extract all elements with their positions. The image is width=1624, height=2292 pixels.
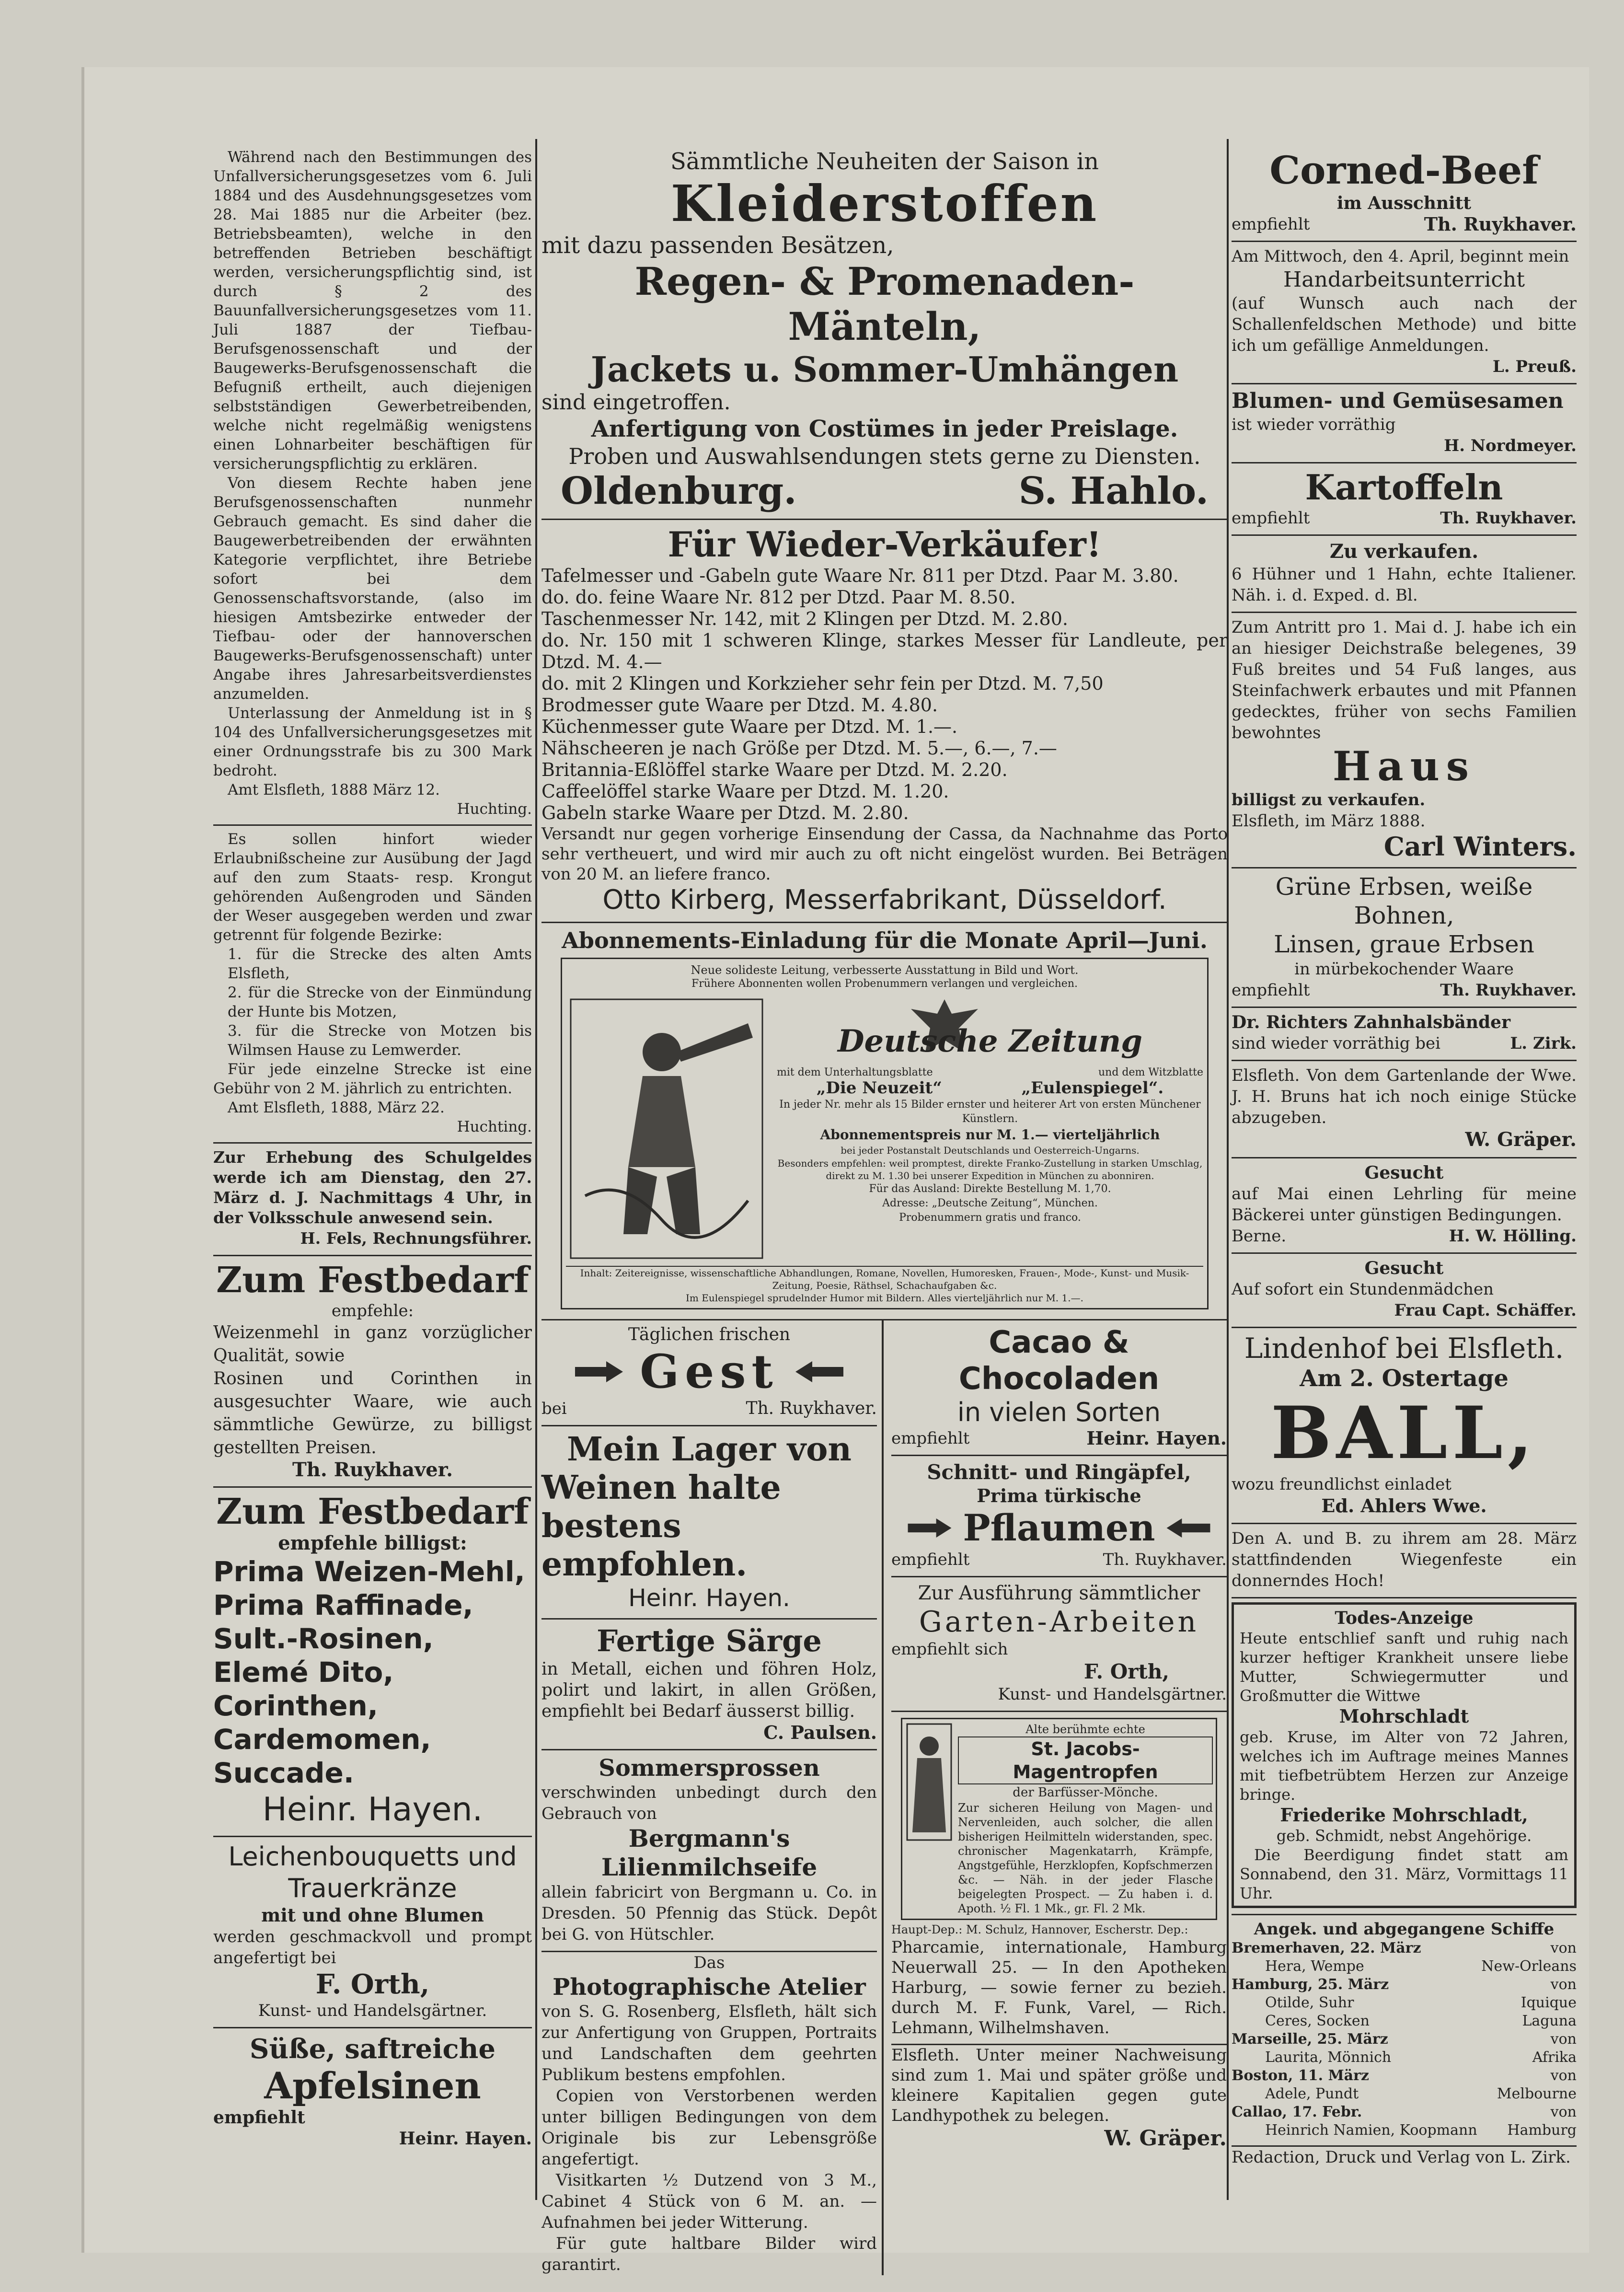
ad-title: Abonnements-Einladung für die Monate April—Juni. (562, 927, 1208, 953)
ad-text: Haupt-Dep.: M. Schulz, Hannover, Escherstr. Dep.: (891, 1923, 1188, 1936)
ad-text: Abonnementspreis nur M. 1.— vierteljährlich (820, 1127, 1160, 1143)
ad-sign: Th. Ruykhaver. (1440, 981, 1577, 1000)
zeitung-box (561, 958, 1209, 1309)
price-row: do. Nr. 150 mit 1 schweren Klinge, starkes Messer für Landleute, per Dtzd. M. 4.— (541, 630, 1228, 672)
notice-sign: Huchting. (457, 800, 532, 818)
list-item: 2. für die Strecke von der Einmündung der Hunte bis Motzen, (228, 984, 532, 1020)
ad-sign: W. Gräper. (1465, 1128, 1577, 1151)
ad-title: St. Jacobs-Magentropfen (958, 1736, 1213, 1784)
ad-sign: Friederike Mohrschladt, (1280, 1804, 1528, 1826)
ad-text: Auf sofort ein Stundenmädchen (1232, 1280, 1494, 1299)
todes-box (1232, 1602, 1577, 1908)
ad-text: Frühere Abonnenten wollen Probenummern verlangen und vergleichen. (691, 978, 1078, 990)
ad-text: Am Mittwoch, den 4. April, beginnt mein (1232, 247, 1569, 266)
notice-schulgeld (213, 1144, 532, 1256)
ad-title: Für Wieder-Verkäufer! (668, 524, 1102, 565)
notice-text: Zur Erhebung des Schulgeldes werde ich am Dienstag, den 27. März d. J. Nachmittags 4 Uhr, in der Volksschule anwesend sein. (213, 1148, 532, 1227)
ad-text: empfehle billigst: (278, 1532, 467, 1554)
ad-text: Probenummern gratis und franco. (899, 1212, 1081, 1224)
ad-text: in Metall, eichen und föhren Holz, polirt und lakirt, in allen Größen, empfiehlt bei Bedarf äusserst billig. (541, 1659, 877, 1721)
list-item: 1. für die Strecke des alten Amts Elsfleth, (228, 946, 532, 982)
ad-sign: Heinr. Hayen. (262, 1791, 483, 1829)
ad-title: Blumen- und Gemüsesamen (1232, 389, 1564, 413)
ad-graeper-kapital (891, 2045, 1227, 2152)
ad-text: Die Beerdigung findet statt am Sonnabend, den 31. März, Vormittags 11 Uhr. (1240, 1846, 1568, 1902)
ad-text: Kunst- und Handelsgärtner. (258, 2001, 487, 2020)
ad-text: geb. Kruse, im Alter von 72 Jahren, welches ich im Auftrage meines Mannes mit tiefbetrübtem Herzen zur Anzeige bringe. (1240, 1728, 1568, 1804)
ad-title: Apfelsinen (264, 2064, 481, 2107)
ad-text: Anfertigung von Costümes in jeder Preislage. (591, 416, 1178, 442)
hand-pointer-icon (906, 1515, 954, 1541)
ad-sign: F. Orth, (315, 1968, 430, 2000)
ad-sign: Th. Ruykhaver. (746, 1399, 877, 1418)
ad-signature-row (1232, 1226, 1577, 1247)
ad-text: Täglichen frischen (628, 1325, 791, 1344)
ad-title: Haus (1332, 742, 1476, 790)
ad-sign: F. Orth, (1083, 1660, 1169, 1683)
ad-text: Versandt nur gegen vorherige Einsendung der Cassa, da Nachnahme das Porto sehr vertheuert, und wird mir auch zu oft nicht eingelöst wurden. Bei Beträgen von 20 M. an liefere franco. (541, 824, 1228, 884)
zeitung-title: Deutsche Zeitung (838, 1023, 1142, 1059)
notice-sign: Huchting. (457, 1118, 532, 1135)
ship-row (1232, 2103, 1577, 2121)
price-row: Caffeelöffel starke Waare per Dtzd. M. 1.20. (541, 781, 949, 802)
ad-title: Zum Festbedarf (216, 1491, 529, 1532)
ship-origin: von (1550, 2104, 1577, 2120)
ad-signature-row (541, 1398, 877, 1419)
price-row: Tafelmesser und -Gabeln gute Waare Nr. 811 per Dtzd. Paar M. 3.80. (541, 565, 1179, 586)
ad-text: Sämmtliche Neuheiten der Saison in (670, 148, 1099, 175)
ad-text: Elsfleth. Von dem Gartenlande der Wwe. J. H. Bruns hat ich noch einige Stücke abzugeben. (1232, 1066, 1577, 1127)
ad-title: Am 2. Ostertage (1300, 1365, 1509, 1392)
ad-text: empfiehlt (213, 2107, 305, 2128)
ad-text: mit dem Unterhaltungsblatte (777, 1066, 933, 1078)
ship-origin: von (1550, 1976, 1577, 1993)
ad-text: und dem Witzblatte (1098, 1066, 1203, 1078)
ad-title: Gesucht (1364, 1163, 1444, 1183)
ad-text: Für gute haltbare Bilder wird garantirt. (541, 2234, 877, 2274)
ship-row (1232, 2067, 1577, 2085)
ship-row (1232, 1976, 1577, 1994)
ad-text: Proben und Auswahlsendungen stets gerne zu Diensten. (568, 443, 1201, 469)
ad-text: werden geschmackvoll und prompt angefertigt bei (213, 1927, 532, 1968)
ad-title: Grüne Erbsen, weiße Bohnen, (1275, 873, 1533, 929)
ad-text: Im Eulenspiegel sprudelnder Humor mit Bildern. Alles vierteljährlich nur M. 1.—. (686, 1292, 1083, 1304)
ad-title: Fertige Särge (597, 1623, 822, 1658)
ad-title: Weinen halte bestens (541, 1469, 781, 1545)
ad-signature-row (1232, 214, 1577, 235)
ship-name: Hera, Wempe (1265, 1958, 1364, 1975)
ship-row (1232, 1957, 1577, 1976)
ad-signature-row (891, 1549, 1227, 1570)
ship-origin: Laguna (1522, 2013, 1577, 2029)
ad-kirberg (541, 520, 1228, 923)
ad-text: sind wieder vorräthig bei (1232, 1034, 1441, 1053)
price-row: Britannia-Eßlöffel starke Waare per Dtzd. M. 2.20. (541, 759, 1008, 780)
monk-illustration (905, 1722, 953, 1842)
price-row: do. mit 2 Klingen und Korkzieher sehr fein per Dtzd. M. 7,50 (541, 673, 1104, 694)
ad-text: Für das Ausland: Direkte Bestellung M. 1,70. (869, 1183, 1111, 1195)
ship-place: Callao, 17. Febr. (1232, 2104, 1362, 2120)
ad-sign: Heinr. Hayen. (628, 1584, 790, 1612)
list-item: Corinthen, (213, 1690, 378, 1722)
ad-orth-kraenze (213, 1837, 532, 2028)
ad-title: Mein Lager von (567, 1430, 852, 1469)
ad-title: Leichenbouquetts und (228, 1841, 517, 1872)
ship-place: Marseille, 25. März (1232, 2031, 1388, 2048)
ship-origin: Afrika (1532, 2049, 1577, 2066)
notice-sign: H. Fels, Rechnungsführer. (300, 1229, 532, 1248)
ad-text: mit dazu passenden Besätzen, (541, 232, 894, 259)
ad-text: von S. G. Rosenberg, Elsfleth, hält sich zur Anfertigung von Gruppen, Portraits und Landschaften dem geehrten Publikum bestens empfohlen. (541, 2002, 877, 2084)
ad-kartoffeln (1232, 463, 1577, 536)
ship-row (1232, 2012, 1577, 2030)
jacobs-text (958, 1722, 1213, 1916)
ad-sign: Th. Ruykhaver. (292, 1459, 453, 1481)
ad-sign: C. Paulsen. (763, 1722, 877, 1743)
ad-todesanzeige (1232, 1598, 1577, 1915)
notice-unfall (213, 144, 532, 826)
ad-gest (541, 1320, 877, 1426)
notice-jagd (213, 826, 532, 1144)
notice-text: Unterlassung der Anmeldung ist in § 104 des Unfallversicherungsgesetzes mit einer Ordnungsstrafe bis zu 300 Mark bedroht. (213, 705, 532, 779)
ad-text: sind eingetroffen. (541, 390, 731, 415)
ad-title: Lindenhof bei Elsfleth. (1244, 1332, 1564, 1365)
ship-origin: von (1550, 2031, 1577, 2048)
ad-title: Cacao & Chocoladen (958, 1325, 1160, 1397)
ad-text: Berne. (1232, 1227, 1287, 1246)
zeitung-supplement-names (777, 1078, 1203, 1098)
ad-text: empfiehlt (1232, 509, 1310, 528)
ad-text: empfehle: (331, 1301, 414, 1320)
ad-seife (541, 1750, 877, 1952)
impressum: Redaction, Druck und Verlag von L. Zirk. (1232, 2148, 1571, 2167)
ad-text: Prima türkische (977, 1485, 1141, 1506)
ship-place: Bremerhaven, 22. März (1232, 1940, 1421, 1956)
middle-split (541, 1320, 1228, 2275)
ad-title: in vielen Sorten (957, 1397, 1161, 1427)
ad-text: empfiehlt (891, 1429, 970, 1448)
ship-place: Boston, 11. März (1232, 2067, 1369, 2084)
hand-pointer-icon (1164, 1515, 1212, 1541)
ad-text: Das (693, 1953, 725, 1972)
ad-samen (1232, 384, 1577, 463)
gest-title-row (541, 1345, 877, 1398)
ad-text: Adresse: „Deutsche Zeitung“, München. (882, 1197, 1098, 1209)
ad-title: Dr. Richters Zahnhalsbänder (1232, 1012, 1511, 1032)
ad-signature-row (1232, 508, 1577, 529)
ad-text: der Barfüsser-Mönche. (1013, 1785, 1158, 1800)
column-left (213, 144, 532, 2149)
ad-text: empfiehlt sich (891, 1640, 1008, 1659)
list-item: Cardemomen, (213, 1723, 431, 1756)
notice-text: Für jede einzelne Strecke ist eine Gebühr von 2 M. jährlich zu entrichten. (213, 1061, 532, 1097)
ship-row (1232, 2049, 1577, 2067)
ad-title: Todes-Anzeige (1335, 1608, 1474, 1628)
ad-sign: W. Gräper. (1104, 2126, 1227, 2151)
ad-title: Photographische Atelier (553, 1974, 866, 2001)
pflaumen-title-row (891, 1507, 1227, 1549)
ad-sign: H. W. Hölling. (1449, 1227, 1577, 1246)
notice-text: Von diesem Rechte haben jene Berufsgenossenschaften nunmehr Gebrauch gemacht. Es sind daher die Baugewerbetreibenden der erwähnten Kategorie verpflichtet, ihre Betriebe sofort bei dem Genossenschaftsvorstande, (also im hiesigen Amtsbezirke entweder der Tiefbau- oder der hannoverschen Baugewerks-Berufsgenossenschaft) unter Angabe ihres Jahresarbeitsverdienstes anzumelden. (213, 475, 532, 703)
list-item: Elemé Dito, (213, 1656, 394, 1689)
ad-text: Den A. und B. zu ihrem am 28. März stattfindenden Wiegenfeste ein donnerndes Hoch! (1232, 1529, 1577, 1590)
ad-text: empfiehlt (1232, 215, 1310, 234)
price-row: do. do. feine Waare Nr. 812 per Dtzd. Paar M. 8.50. (541, 587, 1016, 608)
ad-text: „Eulenspiegel“. (1021, 1078, 1164, 1098)
ad-sign: L. Preuß. (1492, 357, 1577, 376)
ad-text: Elsfleth, im März 1888. (1232, 811, 1426, 831)
ad-text: billigst zu verkaufen. (1232, 790, 1426, 810)
notice-place: Amt Elsfleth, 1888 März 12. (228, 781, 440, 799)
ad-pflaumen (891, 1456, 1227, 1577)
ad-title: Handarbeitsunterricht (1283, 267, 1525, 292)
ad-text: verschwinden unbedingt durch den Gebrauch von (541, 1783, 877, 1823)
ad-text: wozu freundlichst einladet (1232, 1475, 1451, 1494)
list-item: Sult.-Rosinen, (213, 1622, 434, 1655)
ad-city: Oldenburg. (561, 469, 797, 513)
ad-text: im Ausschnitt (1336, 193, 1472, 213)
price-row: Taschenmesser Nr. 142, mit 2 Klingen per Dtzd. M. 2.80. (541, 608, 1068, 629)
ad-jacobs-magentropfen (891, 1712, 1227, 2045)
ad-text: auf Mai einen Lehrling für meine Bäckerei unter günstigen Bedingungen. (1232, 1184, 1577, 1225)
column-right (1232, 144, 1577, 2168)
ship-origin: von (1550, 1940, 1577, 1956)
hand-pointer-icon (573, 1357, 625, 1386)
column-middle (541, 144, 1228, 2275)
ad-text: Zum Antritt pro 1. Mai d. J. habe ich ein an hiesiger Deichstraße belegenes, 39 Fuß breites und 54 Fuß langes, aus Steinfachwerk erbautes und mit Pfannen gedecktes, früher von sechs Familien bewohntes (1232, 618, 1577, 742)
ad-sign: H. Nordmeyer. (1444, 436, 1577, 455)
notice-text: Es sollen hinfort wieder Erlaubnißscheine zur Ausübung der Jagd auf den zum Staats- resp. Krongut gehörenden Außengroden und Sänden der Weser ausgegeben werden und zwar getrennt für folgende Bezirke: (213, 831, 532, 944)
ad-title: Garten-Arbeiten (919, 1605, 1199, 1639)
ad-sign: Heinr. Hayen. (399, 2129, 532, 2149)
ad-text: mit und ohne Blumen (261, 1904, 484, 1926)
list-item: Succade. (213, 1757, 354, 1789)
ad-sign: Otto Kirberg, Messerfabrikant, Düsseldorf. (602, 884, 1167, 915)
ad-deutsche-zeitung (541, 923, 1228, 1320)
price-row: Brodmesser gute Waare per Dtzd. M. 4.80. (541, 695, 938, 716)
ad-title: Pflaumen (963, 1506, 1155, 1549)
ad-text: bei jeder Postanstalt Deutschlands und Oesterreich-Ungarns. (841, 1145, 1140, 1156)
ad-handarbeit (1232, 242, 1577, 384)
ad-haus (1232, 613, 1577, 868)
ad-title: Corned-Beef (1269, 148, 1539, 193)
notice-place: Amt Elsfleth, 1888, März 22. (228, 1099, 445, 1116)
ad-title: Sommersprossen (599, 1755, 820, 1782)
herald-illustration (566, 995, 767, 1263)
ship-name: Heinrich Namien, Koopmann (1265, 2122, 1477, 2139)
price-row: Nähscheeren je nach Größe per Dtzd. M. 5.—, 6.—, 7.— (541, 738, 1057, 759)
ad-sign: Frau Capt. Schäffer. (1394, 1301, 1577, 1320)
ad-title: Zum Festbedarf (216, 1260, 529, 1301)
ad-signature-row (891, 1428, 1227, 1449)
ad-weinen (541, 1426, 877, 1620)
ship-name: Ceres, Socken (1265, 2013, 1370, 2029)
ad-sign: Th. Ruykhaver. (1440, 509, 1577, 528)
ad-title: BALL, (1270, 1391, 1538, 1475)
ad-title: Mohrschladt (1339, 1705, 1469, 1727)
ad-title: Jackets u. Sommer-Umhängen (590, 349, 1179, 390)
column-rule (535, 139, 537, 2200)
ship-row (1232, 2085, 1577, 2103)
ad-sign: Ed. Ahlers Wwe. (1321, 1495, 1487, 1516)
subcolumn-a (541, 1320, 884, 2275)
ad-title: Kleiderstoffen (670, 174, 1099, 233)
price-row: Küchenmesser gute Waare per Dtzd. M. 1.—. (541, 716, 958, 737)
ad-corned-beef (1232, 144, 1577, 242)
ad-text: (auf Wunsch auch nach der Schallenfeldschen Methode) und bitte ich um gefällige Anmeldungen. (1232, 294, 1577, 355)
ship-row (1232, 2030, 1577, 2049)
ad-title: Angek. und abgegangene Schiffe (1254, 1920, 1555, 1939)
jacobs-box (901, 1718, 1217, 1920)
zeitung-body (566, 995, 1203, 1263)
ship-row (1232, 1994, 1577, 2012)
zeitung-masthead (777, 995, 1203, 1066)
ad-title: Regen- & Promenaden-Mänteln, (634, 259, 1135, 349)
list-item: 3. für die Strecke von Motzen bis Wilmsen Hause zu Lemwerder. (228, 1022, 532, 1059)
ad-text: in mürbekochender Waare (1294, 960, 1514, 979)
ad-sign: Th. Ruykhaver. (1103, 1550, 1227, 1569)
ad-text: allein fabricirt von Bergmann u. Co. in Dresden. 50 Pfennig das Stück. Depôt bei G. von Hütschler. (541, 1883, 877, 1944)
ad-text: bei (541, 1399, 567, 1418)
ad-sign: Th. Ruykhaver. (1424, 213, 1577, 235)
ad-title: Linsen, graue Erbsen (1274, 930, 1534, 958)
ad-lehrling (1232, 1158, 1577, 1254)
list-item: Prima Weizen-Mehl, (213, 1555, 525, 1588)
ad-title: Trauerkränze (288, 1873, 457, 1903)
ad-text: Inhalt: Zeitereignisse, wissenschaftliche Abhandlungen, Romane, Novellen, Humoresken, Frauen-, Mode-, Kunst- und Musik-Zeitung, Poesie, Räthsel, Schachaufgaben &c. (566, 1266, 1203, 1292)
ship-origin: Iquique (1520, 1994, 1577, 2011)
ad-photo-atelier (541, 1952, 877, 2275)
ad-festbedarf-1 (213, 1256, 532, 1488)
ad-title: Gest (640, 1344, 779, 1399)
ad-sign: Carl Winters. (1383, 831, 1577, 862)
ad-title: Kartoffeln (1305, 467, 1503, 508)
list-item: Prima Raffinade, (213, 1589, 473, 1621)
ad-title: Zu verkaufen. (1329, 540, 1479, 563)
ship-origin: New-Orleans (1481, 1958, 1577, 1975)
ad-erbsen (1232, 868, 1577, 1008)
ad-text: Weizenmehl in ganz vorzüglicher Qualität, sowie (213, 1323, 532, 1366)
ad-signature-row (1232, 980, 1577, 1001)
ad-text: Kunst- und Handelsgärtner. (998, 1685, 1227, 1704)
ad-text: Copien von Verstorbenen werden unter billigen Bedingungen von dem Originale bis zur Lebensgröße angefertigt. (541, 2086, 877, 2169)
ad-gartenarbeiten (891, 1577, 1227, 1712)
ad-text: „Die Neuzeit“ (816, 1078, 942, 1098)
ship-origin: Hamburg (1507, 2122, 1577, 2139)
ad-cacao (891, 1320, 1227, 1456)
ad-signature-row (541, 470, 1228, 513)
zeitung-supplements (777, 1066, 1203, 1078)
ship-row (1232, 2121, 1577, 2140)
ad-text: Besonders empfehlen: weil promptest, direkte Franko-Zustellung in starken Umschlag, direkt zu M. 1.30 bei unserer Expedition in München zu abonniren. (777, 1158, 1203, 1181)
price-row: Gabeln starke Waare per Dtzd. M. 2.80. (541, 802, 909, 823)
hand-pointer-icon (793, 1357, 846, 1386)
ad-text: In jeder Nr. mehr als 15 Bilder ernster und heiterer Art von ersten Münchener Künstlern. (779, 1099, 1201, 1125)
ship-list (1232, 1915, 1577, 2147)
ad-stundenmaedchen (1232, 1254, 1577, 1328)
ad-text: Alte berühmte echte (1025, 1723, 1145, 1736)
ad-sign: S. Hahlo. (1018, 469, 1209, 513)
ad-sign: L. Zirk. (1510, 1034, 1577, 1053)
ad-saerge (541, 1620, 877, 1750)
ship-row (1232, 1939, 1577, 1957)
zeitung-text (777, 995, 1203, 1263)
ad-text: Schnitt- und Ringäpfel, (927, 1460, 1191, 1484)
ad-sign: Heinr. Hayen. (1086, 1427, 1227, 1449)
ship-name: Adele, Pundt (1265, 2085, 1359, 2102)
ad-title: Süße, saftreiche (250, 2033, 495, 2065)
ad-apfelsinen (213, 2028, 532, 2149)
ad-text: ist wieder vorräthig (1232, 415, 1396, 434)
ad-text: 6 Hühner und 1 Hahn, echte Italiener. Näh. i. d. Exped. d. Bl. (1232, 565, 1577, 605)
ad-title: Bergmann's Lilienmilchseife (601, 1824, 818, 1881)
ad-huehner (1232, 536, 1577, 613)
ad-text: empfiehlt (1232, 981, 1310, 1000)
ad-text: Elsfleth. Unter meiner Nachweisung sind zum 1. Mai und später größe und kleinere Kapitalien gegen gute Landhypothek zu belegen. (891, 2046, 1227, 2125)
ship-origin: von (1550, 2067, 1577, 2084)
ad-title: Gesucht (1364, 1258, 1444, 1278)
ad-festbedarf-2 (213, 1488, 532, 1837)
ad-wiegenfest (1232, 1524, 1577, 1598)
ad-zahnhalsbaender (1232, 1008, 1577, 1061)
ship-place: Hamburg, 25. März (1232, 1976, 1389, 1993)
ad-title: empfohlen. (541, 1545, 748, 1584)
notice-text: Während nach den Bestimmungen des Unfallversicherungsgesetzes vom 6. Juli 1884 und des Ausdehnungsgesetzes vom 28. Mai 1885 nur die Arbeiter (bez. Betriebsbeamten), welche in den betreffenden Betrieben beschäftigt werden, versicherungspflichtig sind, ist durch § 2 des Bauunfallversicherungsgesetzes vom 11. Juli 1887 der Tiefbau-Berufsgenossenschaft und der Baugewerks-Berufsgenossenschaft die Befugniß ertheilt, auch diejenigen selbstständigen Gewerbetreibenden, welche nicht regelmäßig wenigstens einen Lohnarbeiter beschäftigen für versicherungspflichtig zu erklären. (213, 149, 532, 473)
ad-gartenland (1232, 1061, 1577, 1158)
ad-ball (1232, 1328, 1577, 1524)
subcolumn-b (884, 1320, 1227, 2275)
ad-text: Visitkarten ½ Dutzend von 3 M., Cabinet 4 Stück von 6 M. an. — Aufnahmen bei jeder Witterung. (541, 2171, 877, 2232)
ad-text: geb. Schmidt, nebst Angehörige. (1276, 1827, 1532, 1845)
ship-name: Otilde, Suhr (1265, 1994, 1354, 2011)
ad-text: Rosinen und Corinthen in ausgesuchter Waare, wie auch sämmtliche Gewürze, zu billigst gestellten Preisen. (213, 1369, 532, 1458)
ad-text: Zur sicheren Heilung von Magen- und Nervenleiden, auch solcher, die allen bisherigen Heilmitteln widerstanden, spec. chronischer Magenkatarrh, Krämpfe, Angstgefühle, Herzklopfen, Kopfschmerzen &c. — Näh. in der jeder Flasche beigelegten Prospect. — Zu haben i. d. Apoth. ½ Fl. 1 Mk., gr. Fl. 2 Mk. (958, 1801, 1213, 1915)
ship-origin: Melbourne (1497, 2085, 1577, 2102)
ad-text: Heute entschlief sanft und ruhig nach kurzer heftiger Krankheit unsere liebe Mutter, Schwiegermutter und Großmutter die Wittwe (1240, 1629, 1568, 1705)
ad-text: Zur Ausführung sämmtlicher (918, 1582, 1200, 1604)
ad-hahlo (541, 144, 1228, 520)
ship-name: Laurita, Mönnich (1265, 2049, 1392, 2066)
ad-text: Pharcamie, internationale, Hamburg Neuerwall 25. — In den Apotheken Harburg, — sowie ferner zu bezieh. durch M. F. Funk, Varel, — Rich. Lehmann, Wilhelmshaven. (891, 1938, 1227, 2037)
ad-signature-row (1232, 1033, 1577, 1054)
ad-text: empfiehlt (891, 1550, 970, 1569)
ad-text: Neue solideste Leitung, verbesserte Ausstattung in Bild und Wort. (691, 963, 1079, 977)
